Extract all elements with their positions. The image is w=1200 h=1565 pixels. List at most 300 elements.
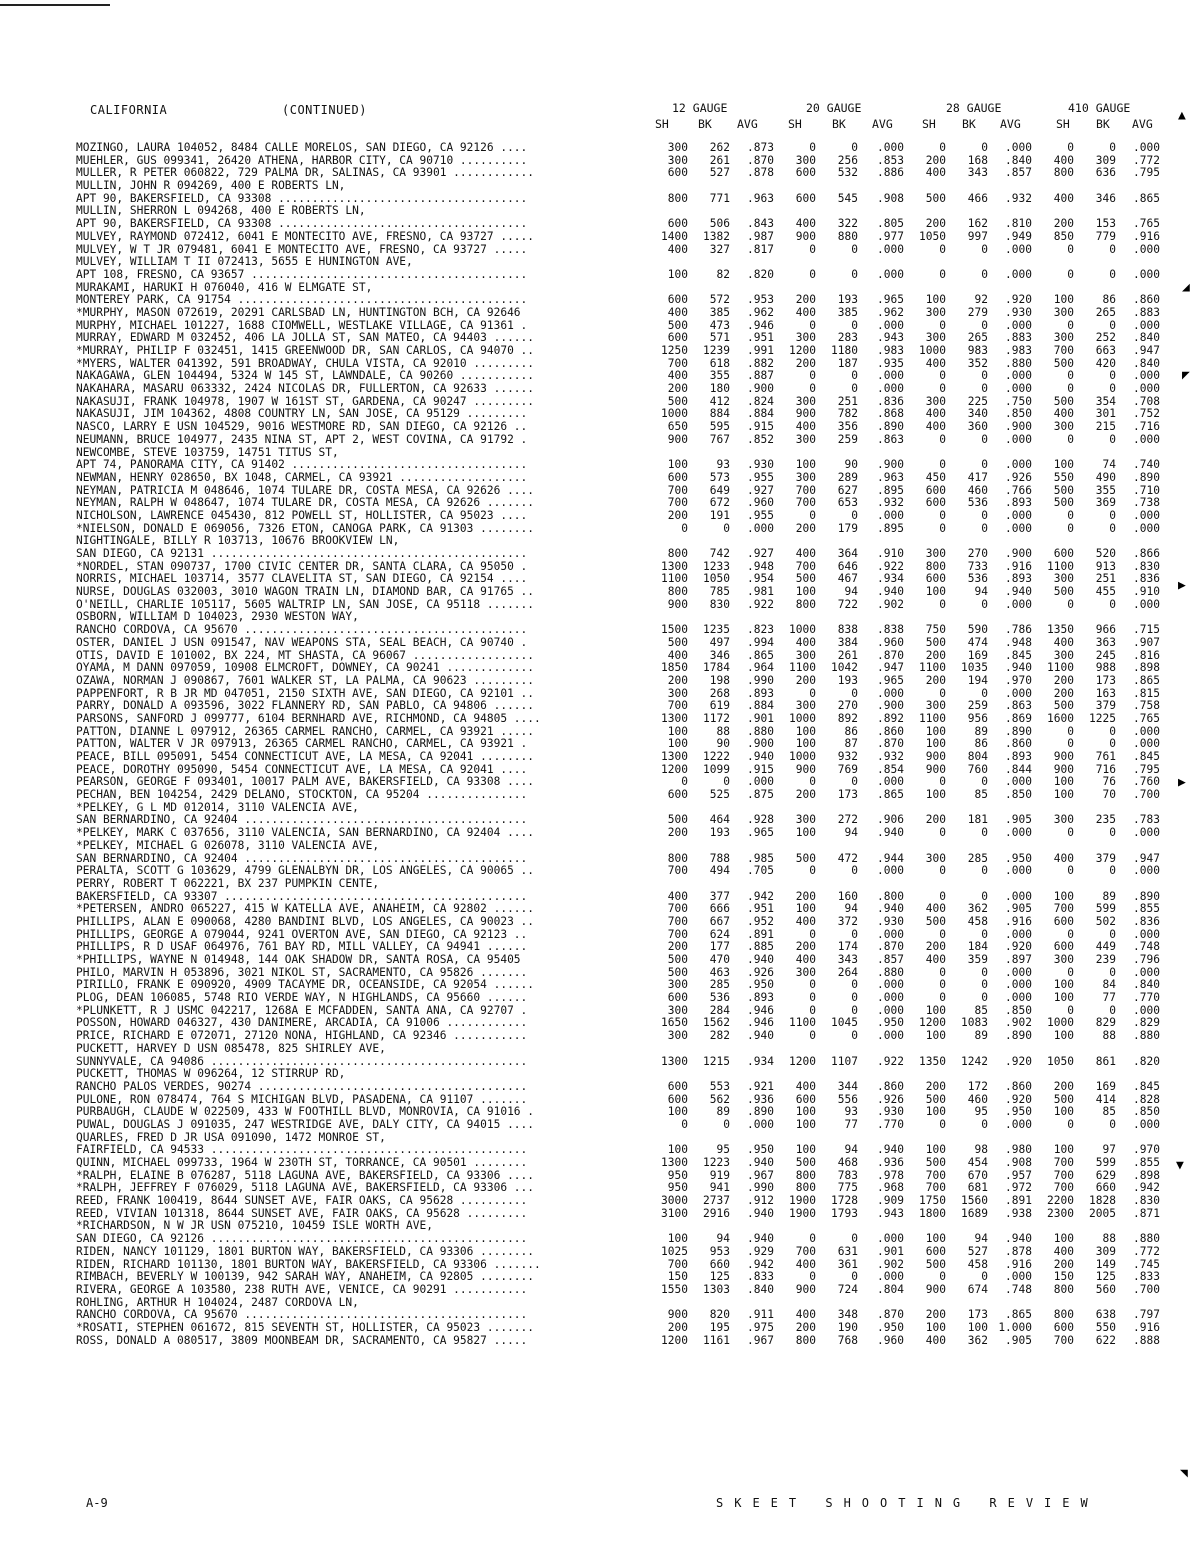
score-sh: 450 — [925, 470, 946, 484]
score-bk: 162 — [967, 217, 988, 231]
score-avg: .000 — [1133, 432, 1160, 446]
score-avg: .912 — [747, 1194, 774, 1208]
score-avg: .934 — [747, 1054, 774, 1068]
score-sh: 1300 — [661, 559, 688, 573]
score-avg: .905 — [1005, 1333, 1032, 1347]
score-avg: .927 — [747, 547, 774, 560]
score-avg: .968 — [877, 1181, 904, 1195]
shooter-entry: NAKASUJI, FRANK 104978, 1907 W 161ST ST, GARDENA, CA 90247 ......... — [76, 395, 535, 408]
score-avg: .838 — [877, 623, 904, 637]
score-bk: 356 — [837, 420, 858, 434]
score-sh: 0 — [1067, 965, 1074, 979]
score-avg: .932 — [1005, 191, 1032, 205]
score-bk: 0 — [981, 965, 988, 979]
score-sh: 500 — [1053, 483, 1074, 497]
score-bk: 0 — [981, 369, 988, 383]
score-sh: 500 — [925, 191, 946, 205]
score-sh: 100 — [667, 458, 688, 472]
score-avg: .823 — [747, 623, 774, 637]
score-sh: 0 — [939, 318, 946, 332]
score-avg: .940 — [1005, 1232, 1032, 1246]
score-bk: 674 — [967, 1282, 988, 1296]
score-avg: .000 — [1005, 369, 1032, 383]
score-bk: 169 — [1095, 1079, 1116, 1093]
score-bk: 0 — [1109, 141, 1116, 154]
score-avg: .840 — [1005, 153, 1032, 167]
score-bk: 95 — [974, 1105, 988, 1119]
score-avg: .900 — [877, 699, 904, 713]
table-row — [76, 496, 1160, 510]
shooter-entry: *PELKEY, MICHAEL G 026078, 3110 VALENCIA AVE, — [76, 839, 380, 852]
col-head-bk: BK — [962, 117, 976, 131]
table-row — [76, 1156, 1160, 1170]
score-sh: 900 — [667, 1308, 688, 1322]
score-bk: 0 — [851, 864, 858, 878]
score-sh: 0 — [939, 267, 946, 281]
score-bk: 0 — [1109, 737, 1116, 751]
gauge-410-heading: 410 GAUGE — [1068, 101, 1131, 115]
score-avg: .900 — [877, 458, 904, 472]
score-avg: .900 — [1005, 547, 1032, 560]
shooter-entry: APT 74, PANORAMA CITY, CA 91402 ................................... — [76, 459, 528, 472]
shooter-entry: PHILLIPS, R D USAF 064976, 761 BAY RD, MILL VALLEY, CA 94941 ...... — [76, 941, 528, 954]
score-avg: .888 — [1133, 1333, 1160, 1347]
score-avg: .920 — [1005, 1054, 1032, 1068]
score-avg: .965 — [877, 293, 904, 307]
score-bk: 1042 — [831, 661, 858, 675]
score-bk: 0 — [981, 991, 988, 1005]
score-sh: 400 — [667, 305, 688, 319]
shooter-entry: SAN DIEGO, CA 92126 ............................................... — [76, 1233, 528, 1246]
score-avg: .868 — [877, 407, 904, 421]
shooter-entry: RIDEN, NANCY 101129, 1801 BURTON WAY, BAKERSFIELD, CA 93306 ........ — [76, 1245, 535, 1258]
score-sh: 100 — [1053, 978, 1074, 992]
score-avg: .845 — [1133, 750, 1160, 763]
score-bk: 1235 — [703, 623, 730, 637]
score-bk: 191 — [709, 508, 730, 522]
score-sh: 0 — [809, 1232, 816, 1246]
score-bk: 173 — [1095, 673, 1116, 687]
score-bk: 771 — [709, 191, 730, 205]
score-sh: 500 — [925, 1156, 946, 1169]
score-bk: 472 — [837, 851, 858, 865]
score-avg: .887 — [747, 369, 774, 383]
score-avg: .840 — [1133, 978, 1160, 992]
score-avg: .000 — [877, 991, 904, 1005]
score-sh: 0 — [1067, 508, 1074, 522]
score-bk: 0 — [851, 686, 858, 700]
score-avg: .900 — [1005, 420, 1032, 434]
table-row — [76, 1092, 1160, 1107]
score-sh: 0 — [809, 1029, 816, 1043]
score-avg: .902 — [1005, 1016, 1032, 1030]
score-bk: 94 — [716, 1232, 730, 1246]
score-bk: 180 — [709, 382, 730, 396]
score-avg: .983 — [877, 344, 904, 357]
score-sh: 1200 — [661, 762, 688, 776]
score-bk: 343 — [837, 953, 858, 966]
score-sh: 900 — [667, 432, 688, 446]
score-bk: 525 — [709, 788, 730, 802]
score-avg: .901 — [747, 711, 774, 725]
score-sh: 300 — [667, 686, 688, 700]
score-bk: 89 — [974, 724, 988, 738]
score-sh: 300 — [1053, 648, 1074, 662]
score-avg: .860 — [1005, 737, 1032, 751]
score-sh: 0 — [939, 1117, 946, 1131]
score-sh: 1750 — [919, 1194, 946, 1208]
score-sh: 500 — [1053, 585, 1074, 599]
score-bk: 0 — [1109, 965, 1116, 979]
score-bk: 666 — [709, 902, 730, 916]
score-avg: .000 — [1133, 382, 1160, 396]
score-bk: 783 — [837, 1168, 858, 1182]
score-avg: .866 — [1133, 547, 1160, 560]
score-avg: .871 — [1133, 1206, 1160, 1220]
score-bk: 184 — [967, 940, 988, 954]
score-bk: 85 — [974, 788, 988, 802]
score-bk: 363 — [1095, 635, 1116, 649]
score-avg: .897 — [1005, 953, 1032, 966]
score-sh: 300 — [795, 331, 816, 345]
score-avg: .770 — [1133, 991, 1160, 1005]
score-sh: 200 — [1053, 686, 1074, 700]
score-avg: .840 — [1133, 331, 1160, 345]
score-sh: 500 — [1053, 699, 1074, 713]
score-bk: 0 — [981, 432, 988, 446]
score-bk: 966 — [1095, 623, 1116, 637]
score-avg: .000 — [1005, 927, 1032, 941]
score-avg: .710 — [1133, 483, 1160, 497]
score-avg: .857 — [1005, 166, 1032, 180]
score-avg: .990 — [747, 673, 774, 687]
score-sh: 400 — [795, 420, 816, 434]
shooter-entry: RIDEN, RICHARD 101130, 1801 BURTON WAY, BAKERSFIELD, CA 93306 ....... — [76, 1258, 541, 1271]
score-sh: 700 — [1053, 1333, 1074, 1347]
score-bk: 98 — [974, 1143, 988, 1157]
score-avg: .000 — [1133, 864, 1160, 878]
table-row — [76, 369, 1160, 383]
score-sh: 300 — [925, 331, 946, 345]
score-avg: .967 — [747, 1168, 774, 1182]
score-bk: 87 — [844, 737, 858, 751]
score-sh: 400 — [1053, 191, 1074, 205]
score-bk: 93 — [716, 458, 730, 472]
score-avg: .000 — [1133, 508, 1160, 522]
score-avg: .916 — [1005, 1257, 1032, 1271]
shooter-entry: PARSONS, SANFORD J 099777, 6104 BERNHARD AVE, RICHMOND, CA 94805 .... — [76, 712, 541, 725]
score-avg: .000 — [1133, 242, 1160, 256]
score-sh: 1650 — [661, 1016, 688, 1030]
score-avg: .000 — [1133, 826, 1160, 840]
score-bk: 0 — [1109, 927, 1116, 941]
score-sh: 2300 — [1047, 1206, 1074, 1220]
score-sh: 800 — [925, 559, 946, 573]
score-avg: .836 — [877, 394, 904, 408]
score-bk: 0 — [1109, 826, 1116, 840]
score-sh: 400 — [667, 648, 688, 662]
score-sh: 200 — [925, 217, 946, 231]
score-sh: 1400 — [661, 229, 688, 243]
score-avg: .000 — [1133, 927, 1160, 941]
score-sh: 400 — [795, 635, 816, 649]
score-sh: 100 — [925, 1029, 946, 1043]
score-avg: .000 — [1005, 826, 1032, 840]
score-bk: 420 — [1095, 356, 1116, 370]
score-avg: .890 — [1133, 470, 1160, 484]
score-sh: 1000 — [789, 750, 816, 763]
score-avg: .936 — [877, 1156, 904, 1169]
score-avg: .909 — [877, 1194, 904, 1208]
shooter-entry: NURSE, DOUGLAS 032003, 3010 WAGON TRAIN LN, DIAMOND BAR, CA 91765 .. — [76, 586, 535, 599]
score-bk: 0 — [981, 864, 988, 878]
score-bk: 0 — [1109, 864, 1116, 878]
table-row — [76, 217, 1160, 231]
score-bk: 94 — [974, 585, 988, 599]
score-sh: 100 — [1053, 1143, 1074, 1157]
score-bk: 1045 — [831, 1016, 858, 1030]
score-avg: .000 — [1005, 978, 1032, 992]
score-bk: 619 — [709, 699, 730, 713]
score-bk: 941 — [709, 1181, 730, 1195]
table-row — [76, 902, 1160, 916]
score-avg: .900 — [747, 737, 774, 751]
col-head-avg: AVG — [872, 117, 893, 131]
score-bk: 490 — [1095, 470, 1116, 484]
score-sh: 1800 — [919, 1206, 946, 1220]
score-avg: .745 — [1133, 1257, 1160, 1271]
shooter-entry: *MYERS, WALTER 041392, 591 BROADWAY, CHULA VISTA, CA 92010 ......... — [76, 357, 535, 370]
score-avg: .920 — [1005, 293, 1032, 307]
score-sh: 300 — [795, 699, 816, 713]
score-bk: 1083 — [961, 1016, 988, 1030]
shooter-entry: NEYMAN, PATRICIA M 048646, 1074 TULARE DR, COSTA MESA, CA 92626 .... — [76, 484, 535, 497]
score-bk: 0 — [981, 242, 988, 256]
score-sh: 700 — [667, 902, 688, 916]
score-sh: 0 — [809, 508, 816, 522]
score-avg: .804 — [877, 1282, 904, 1296]
score-avg: .708 — [1133, 394, 1160, 408]
score-bk: 168 — [967, 153, 988, 167]
score-bk: 830 — [709, 597, 730, 611]
score-avg: .927 — [747, 483, 774, 497]
score-bk: 414 — [1095, 1092, 1116, 1106]
score-bk: 0 — [851, 382, 858, 396]
score-bk: 282 — [709, 1029, 730, 1043]
top-rule — [0, 4, 110, 6]
shooter-entry: *RICHARDSON, N W JR USN 075210, 10459 ISLE WORTH AVE, — [76, 1220, 433, 1233]
score-avg: .795 — [1133, 166, 1160, 180]
shooter-entry: SAN DIEGO, CA 92131 ............................................... — [76, 548, 528, 560]
score-sh: 400 — [925, 953, 946, 966]
score-bk: 572 — [709, 293, 730, 307]
shooter-entry: OYAMA, M DANN 097059, 10908 ELMCROFT, DOWNEY, CA 90241 ............. — [76, 662, 535, 675]
score-sh: 700 — [667, 356, 688, 370]
score-avg: .795 — [1133, 762, 1160, 776]
score-sh: 100 — [925, 1105, 946, 1119]
score-avg: .840 — [1133, 356, 1160, 370]
score-bk: 194 — [967, 673, 988, 687]
score-sh: 100 — [795, 1143, 816, 1157]
score-bk: 767 — [709, 432, 730, 446]
score-avg: .000 — [877, 686, 904, 700]
score-sh: 300 — [795, 965, 816, 979]
score-sh: 0 — [1067, 724, 1074, 738]
score-bk: 384 — [837, 635, 858, 649]
score-bk: 125 — [1095, 1270, 1116, 1284]
score-sh: 600 — [667, 331, 688, 345]
score-avg: .000 — [1133, 724, 1160, 738]
score-sh: 0 — [1067, 864, 1074, 878]
score-avg: .850 — [1005, 407, 1032, 421]
score-sh: 100 — [925, 293, 946, 307]
table-row — [76, 508, 1160, 523]
score-bk: 0 — [851, 991, 858, 1005]
score-sh: 400 — [795, 914, 816, 928]
score-avg: .892 — [877, 711, 904, 725]
score-avg: .878 — [747, 166, 774, 180]
score-sh: 700 — [667, 927, 688, 941]
table-row — [76, 965, 1160, 980]
score-sh: 800 — [1053, 166, 1074, 180]
score-bk: 259 — [967, 699, 988, 713]
score-bk: 343 — [967, 166, 988, 180]
score-avg: .905 — [1005, 813, 1032, 827]
score-sh: 2200 — [1047, 1194, 1074, 1208]
score-bk: 0 — [981, 686, 988, 700]
score-sh: 900 — [1053, 762, 1074, 776]
score-avg: .000 — [747, 1117, 774, 1131]
score-bk: 0 — [1109, 724, 1116, 738]
score-avg: .946 — [747, 1003, 774, 1017]
score-sh: 1100 — [789, 1016, 816, 1030]
score-sh: 700 — [667, 1257, 688, 1271]
score-avg: .928 — [747, 813, 774, 827]
score-bk: 1562 — [703, 1016, 730, 1030]
score-bk: 506 — [709, 217, 730, 231]
score-sh: 200 — [795, 293, 816, 307]
score-sh: 1100 — [919, 661, 946, 675]
score-bk: 82 — [716, 267, 730, 281]
score-avg: .833 — [747, 1270, 774, 1284]
shooter-entry: PHILLIPS, ALAN E 090068, 4280 BANDINI BLVD, LOS ANGELES, CA 90023 .. — [76, 915, 535, 928]
score-bk: 464 — [709, 813, 730, 827]
score-avg: .758 — [1133, 699, 1160, 713]
score-avg: .000 — [1005, 597, 1032, 611]
shooter-entry: RIVERA, GEORGE A 103580, 238 RUTH AVE, VENICE, CA 90291 ........... — [76, 1283, 528, 1296]
score-bk: 327 — [709, 242, 730, 256]
score-bk: 225 — [967, 394, 988, 408]
score-avg: .890 — [1005, 724, 1032, 738]
score-sh: 700 — [667, 864, 688, 878]
margin-arrow-icon: ▼ — [1176, 1158, 1184, 1173]
score-bk: 0 — [851, 242, 858, 256]
score-avg: .891 — [747, 927, 774, 941]
score-bk: 785 — [709, 585, 730, 599]
score-sh: 200 — [925, 673, 946, 687]
score-sh: 400 — [667, 369, 688, 383]
table-row — [76, 1143, 1160, 1157]
score-sh: 1100 — [661, 572, 688, 586]
score-avg: .738 — [1133, 496, 1160, 510]
score-sh: 200 — [925, 153, 946, 167]
score-sh: 1350 — [1047, 623, 1074, 637]
table-row — [76, 991, 1160, 1005]
score-sh: 400 — [925, 902, 946, 916]
score-sh: 800 — [795, 597, 816, 611]
score-sh: 200 — [667, 508, 688, 522]
table-row — [76, 447, 1156, 460]
score-avg: .942 — [1133, 1181, 1160, 1195]
score-avg: .845 — [1133, 1079, 1160, 1093]
score-bk: 84 — [1102, 978, 1116, 992]
score-sh: 1600 — [1047, 711, 1074, 725]
score-avg: .810 — [1005, 217, 1032, 231]
score-bk: 1035 — [961, 661, 988, 675]
score-sh: 1200 — [919, 1016, 946, 1030]
shooter-entry: MULVEY, W T JR 079481, 6041 E MONTECITO AVE, FRESNO, CA 93727 ..... — [76, 243, 528, 256]
score-bk: 779 — [1095, 229, 1116, 243]
score-bk: 0 — [723, 1117, 730, 1131]
score-bk: 681 — [967, 1181, 988, 1195]
score-sh: 700 — [667, 914, 688, 928]
score-sh: 700 — [795, 559, 816, 573]
score-sh: 400 — [1053, 407, 1074, 421]
score-bk: 0 — [981, 521, 988, 535]
shooter-entry: PATTON, DIANNE L 097912, 26365 CARMEL RANCHO, CARMEL, CA 93921 ..... — [76, 725, 535, 738]
score-sh: 600 — [667, 788, 688, 802]
score-bk: 1793 — [831, 1206, 858, 1220]
score-sh: 600 — [667, 293, 688, 307]
shooter-entry: OSTER, DANIEL J USN 091547, NAV WEAPONS STA, SEAL BEACH, CA 90740 . — [76, 636, 528, 649]
score-bk: 348 — [837, 1308, 858, 1322]
score-sh: 500 — [795, 572, 816, 586]
score-avg: .950 — [877, 1320, 904, 1334]
score-bk: 497 — [709, 635, 730, 649]
score-sh: 500 — [925, 635, 946, 649]
state-heading: CALIFORNIA — [90, 103, 168, 117]
score-sh: 150 — [1053, 1270, 1074, 1284]
score-sh: 200 — [925, 1079, 946, 1093]
score-bk: 346 — [709, 648, 730, 662]
table-row — [76, 1320, 1160, 1335]
score-avg: .947 — [1133, 344, 1160, 357]
score-avg: .752 — [1133, 407, 1160, 421]
shooter-entry: NEUMANN, BRUCE 104977, 2435 NINA ST, APT 2, WEST COVINA, CA 91792 . — [76, 433, 528, 446]
shooter-entry: SAN BERNARDINO, CA 92404 .......................................... — [76, 852, 528, 865]
shooter-entry: PIRILLO, FRANK E 090920, 4909 TACAYME DR, OCEANSIDE, CA 92054 ...... — [76, 979, 535, 992]
score-avg: 1.000 — [998, 1320, 1032, 1334]
score-avg: .885 — [747, 940, 774, 954]
score-sh: 0 — [939, 521, 946, 535]
score-bk: 190 — [837, 1320, 858, 1334]
table-row — [76, 420, 1160, 434]
score-avg: .000 — [1133, 597, 1160, 611]
score-bk: 672 — [709, 496, 730, 510]
score-sh: 1900 — [789, 1194, 816, 1208]
table-row — [76, 611, 1156, 624]
score-sh: 100 — [1053, 788, 1074, 802]
score-sh: 1300 — [661, 1156, 688, 1169]
score-sh: 100 — [795, 724, 816, 738]
score-sh: 800 — [1053, 1282, 1074, 1296]
score-bk: 667 — [709, 914, 730, 928]
score-sh: 500 — [925, 914, 946, 928]
score-sh: 200 — [667, 1320, 688, 1334]
table-row — [76, 205, 1156, 218]
score-sh: 100 — [667, 267, 688, 281]
score-avg: .950 — [1005, 1105, 1032, 1119]
